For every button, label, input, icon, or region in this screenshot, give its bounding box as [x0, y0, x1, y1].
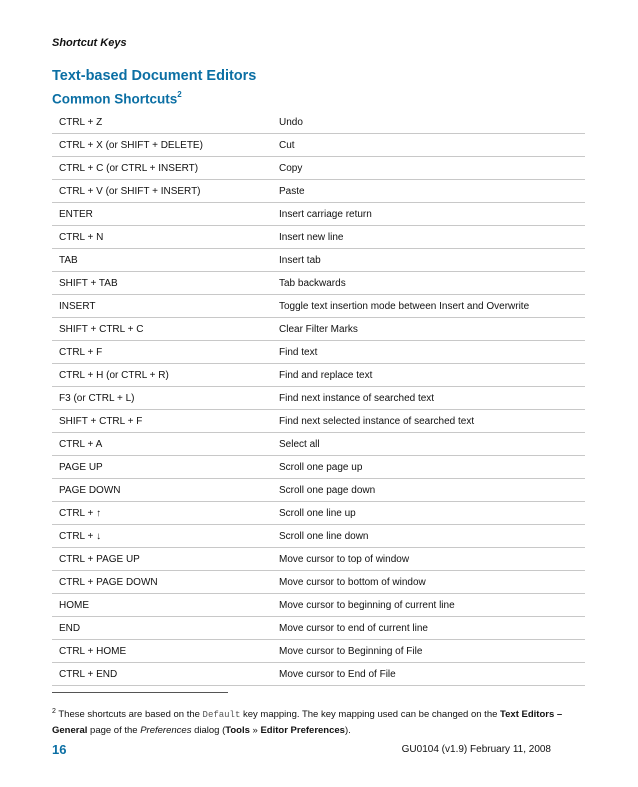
shortcut-action: Clear Filter Marks — [272, 318, 585, 341]
subsection-title-text: Common Shortcuts — [52, 91, 178, 107]
table-row — [52, 525, 585, 548]
shortcut-keys: END — [52, 617, 272, 640]
shortcut-keys: CTRL + C (or CTRL + INSERT) — [52, 157, 272, 180]
shortcut-action: Toggle text insertion mode between Insert and Overwrite — [272, 295, 585, 318]
table-row — [52, 502, 585, 525]
shortcut-keys: CTRL + HOME — [52, 640, 272, 663]
footnote-text-3: page of the — [87, 725, 141, 737]
table-row — [52, 272, 585, 295]
shortcut-action: Paste — [272, 180, 585, 203]
shortcut-keys: CTRL + X (or SHIFT + DELETE) — [52, 134, 272, 157]
shortcut-keys: SHIFT + TAB — [52, 272, 272, 295]
page-number: 16 — [52, 742, 67, 757]
table-row — [52, 226, 585, 249]
footnote-menu-separator: » — [249, 725, 261, 737]
shortcut-action: Insert carriage return — [272, 203, 585, 226]
table-row — [52, 364, 585, 387]
table-row — [52, 295, 585, 318]
table-row — [52, 663, 585, 686]
shortcut-keys: INSERT — [52, 295, 272, 318]
footnote-text-1: These shortcuts are based on the — [58, 709, 203, 721]
shortcut-action: Find text — [272, 341, 585, 364]
table-row — [52, 617, 585, 640]
footnote-text-2: key mapping. The key mapping used can be changed on the — [240, 709, 501, 721]
table-row — [52, 594, 585, 617]
shortcut-keys: TAB — [52, 249, 272, 272]
shortcut-action: Undo — [272, 111, 585, 134]
footnote-reference[interactable]: 2 — [177, 90, 182, 99]
shortcut-keys: CTRL + PAGE DOWN — [52, 571, 272, 594]
shortcut-keys: CTRL + PAGE UP — [52, 548, 272, 571]
shortcut-action: Move cursor to bottom of window — [272, 571, 585, 594]
footnote-divider — [52, 692, 228, 693]
document-info: GU0104 (v1.9) February 11, 2008 — [401, 744, 551, 755]
shortcut-keys: SHIFT + CTRL + F — [52, 410, 272, 433]
shortcut-action: Tab backwards — [272, 272, 585, 295]
shortcut-keys: CTRL + V (or SHIFT + INSERT) — [52, 180, 272, 203]
shortcut-action: Find next instance of searched text — [272, 387, 585, 410]
shortcut-keys: ENTER — [52, 203, 272, 226]
footnote — [52, 704, 572, 739]
shortcut-keys: F3 (or CTRL + L) — [52, 387, 272, 410]
shortcut-action: Scroll one line down — [272, 525, 585, 548]
shortcut-keys: CTRL + ↑ — [52, 502, 272, 525]
footnote-text-5: ). — [344, 725, 351, 737]
table-row — [52, 456, 585, 479]
shortcut-action: Copy — [272, 157, 585, 180]
shortcut-action: Move cursor to top of window — [272, 548, 585, 571]
shortcut-table — [52, 111, 585, 686]
shortcut-keys: SHIFT + CTRL + C — [52, 318, 272, 341]
shortcut-action: Scroll one page up — [272, 456, 585, 479]
shortcut-action: Find next selected instance of searched text — [272, 410, 585, 433]
shortcut-keys: PAGE UP — [52, 456, 272, 479]
shortcut-keys: CTRL + N — [52, 226, 272, 249]
shortcut-action: Select all — [272, 433, 585, 456]
shortcut-action: Insert new line — [272, 226, 585, 249]
shortcut-keys: PAGE DOWN — [52, 479, 272, 502]
table-row — [52, 387, 585, 410]
shortcut-action: Insert tab — [272, 249, 585, 272]
footnote-text-4: dialog ( — [191, 725, 226, 737]
section-title: Text-based Document Editors — [52, 68, 257, 84]
footnote-menu-tools: Tools — [225, 725, 250, 737]
table-row — [52, 548, 585, 571]
table-row — [52, 640, 585, 663]
table-row — [52, 341, 585, 364]
shortcut-keys: CTRL + ↓ — [52, 525, 272, 548]
table-row — [52, 433, 585, 456]
shortcut-keys: CTRL + F — [52, 341, 272, 364]
table-row — [52, 249, 585, 272]
shortcut-action: Cut — [272, 134, 585, 157]
table-row — [52, 318, 585, 341]
table-row — [52, 479, 585, 502]
footnote-menu-editor-preferences: Editor Preferences — [260, 725, 345, 737]
table-row — [52, 180, 585, 203]
subsection-title — [52, 91, 182, 107]
shortcut-keys: CTRL + A — [52, 433, 272, 456]
shortcut-action: Move cursor to beginning of current line — [272, 594, 585, 617]
running-header: Shortcut Keys — [52, 37, 127, 49]
shortcut-keys: CTRL + Z — [52, 111, 272, 134]
shortcut-action: Move cursor to end of current line — [272, 617, 585, 640]
table-row — [52, 203, 585, 226]
shortcut-action: Move cursor to End of File — [272, 663, 585, 686]
shortcut-keys: CTRL + H (or CTRL + R) — [52, 364, 272, 387]
table-row — [52, 157, 585, 180]
shortcut-action: Scroll one line up — [272, 502, 585, 525]
footnote-number: 2 — [52, 708, 56, 715]
footnote-page-name: Text Editors – General — [52, 709, 563, 737]
shortcut-keys: CTRL + END — [52, 663, 272, 686]
shortcut-action: Move cursor to Beginning of File — [272, 640, 585, 663]
table-row — [52, 111, 585, 134]
shortcut-action: Scroll one page down — [272, 479, 585, 502]
shortcut-action: Find and replace text — [272, 364, 585, 387]
table-row — [52, 410, 585, 433]
shortcut-table-body — [52, 111, 585, 686]
table-row — [52, 134, 585, 157]
table-row — [52, 571, 585, 594]
shortcut-keys: HOME — [52, 594, 272, 617]
footnote-code: Default — [202, 710, 241, 721]
footnote-dialog-name: Preferences — [140, 725, 192, 737]
